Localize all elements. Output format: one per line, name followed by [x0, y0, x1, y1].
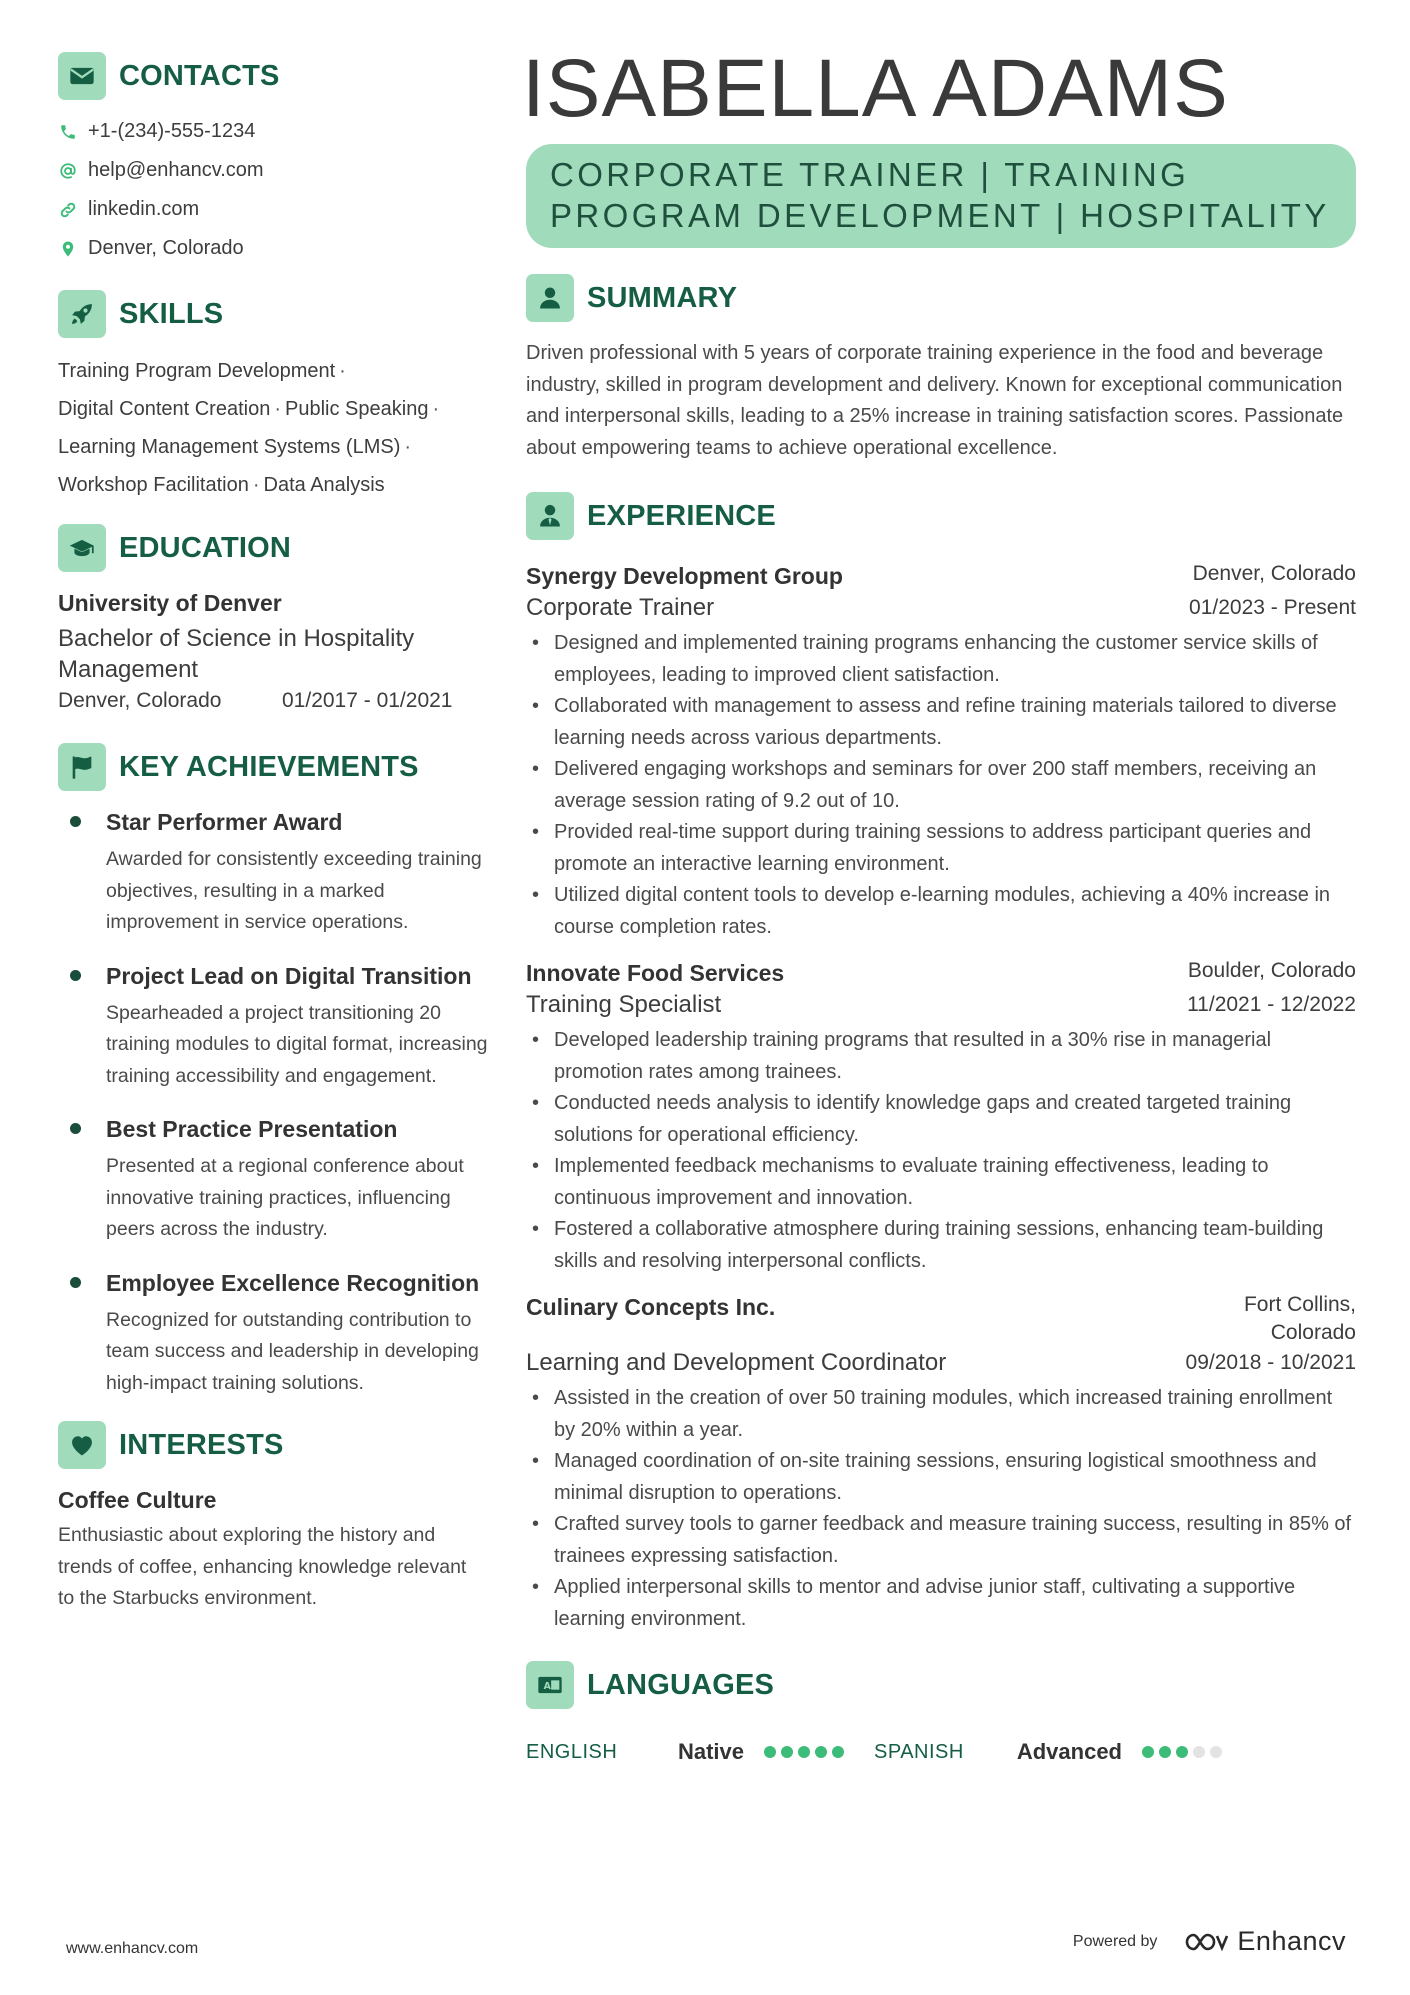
job-bullet: • Applied interpersonal skills to mentor and advise junior staff, cultivating a supportive learning environment. — [526, 1572, 1356, 1635]
location-text: Denver, Colorado — [88, 237, 244, 259]
job-dates: 09/2018 - 10/2021 — [1185, 1351, 1356, 1374]
skills-row — [58, 352, 488, 390]
achievements-list — [58, 807, 488, 1399]
experience-title: EXPERIENCE — [587, 499, 776, 532]
interests-header — [58, 1421, 488, 1469]
languages-title: LANGUAGES — [587, 1668, 775, 1701]
job-bullet: • Provided real-time support during training sessions to address participant queries and promote an interactive learning environment. — [526, 817, 1356, 880]
experience-header — [526, 492, 1356, 540]
job-bullet: • Designed and implemented training programs enhancing the customer service skills of employees, leading to improved client satisfaction. — [526, 628, 1356, 691]
summary-text: Driven professional with 5 years of corporate training experience in the food and beverage industry, skilled in program development and delivery. Known for exceptional communication and interpersonal skills, leading to a 25% increase in training satisfaction scores. Passionate about empowering teams to achieve operational excellence. — [526, 342, 1344, 459]
right-column — [522, 43, 1356, 1765]
job-bullet: • Conducted needs analysis to identify knowledge gaps and created targeted training solutions for operational efficiency. — [526, 1088, 1356, 1151]
job-bullet: • Fostered a collaborative atmosphere during training sessions, enhancing team-building skills and resolving interpersonal conflicts. — [526, 1214, 1356, 1277]
skills-list — [58, 352, 488, 504]
skill-separator: · — [252, 474, 260, 496]
flag-icon — [58, 743, 106, 791]
language-rating — [1142, 1746, 1227, 1758]
achievement-item — [58, 1114, 488, 1246]
education-header — [58, 524, 488, 572]
experience-entry — [526, 1291, 1356, 1635]
rocket-icon — [58, 290, 106, 338]
contact-email[interactable] — [58, 151, 488, 190]
headline-line: CORPORATE TRAINER | TRAINING — [550, 156, 1190, 193]
achievement-item — [58, 1268, 488, 1400]
job-company: Synergy Development Group — [526, 563, 843, 589]
rating-dot-filled — [798, 1746, 810, 1758]
skills-title: SKILLS — [119, 297, 224, 330]
education-title: EDUCATION — [119, 531, 292, 564]
summary-header — [526, 274, 1356, 322]
achievements-header — [58, 743, 488, 791]
rating-dot-filled — [764, 1746, 776, 1758]
achievement-title: Best Practice Presentation — [106, 1116, 398, 1142]
contacts-list — [58, 112, 488, 268]
skill-item: Public Speaking — [285, 398, 429, 420]
skill-item: Workshop Facilitation — [58, 474, 249, 496]
summary-title: SUMMARY — [587, 281, 738, 314]
rating-dot-empty — [1210, 1746, 1222, 1758]
interest-description: Enthusiastic about exploring the history and trends of coffee, enhancing knowledge relevant to the Starbucks environment. — [58, 1524, 467, 1609]
contacts-title: CONTACTS — [119, 59, 280, 92]
bullet-dot — [70, 1123, 81, 1134]
rating-dot-filled — [1176, 1746, 1188, 1758]
job-bullet: • Utilized digital content tools to develop e-learning modules, achieving a 40% increase in course completion rates. — [526, 880, 1356, 943]
achievement-item — [58, 807, 488, 939]
contact-phone[interactable] — [58, 112, 488, 151]
job-bullet: • Developed leadership training programs that resulted in a 30% rise in managerial promotion rates among trainees. — [526, 1025, 1356, 1088]
skills-row — [58, 390, 488, 428]
achievements-title: KEY ACHIEVEMENTS — [119, 750, 419, 783]
job-bullet: • Managed coordination of on-site training sessions, ensuring logistical smoothness and minimal disruption to operations. — [526, 1446, 1356, 1509]
job-header-row — [526, 1291, 1356, 1347]
headline-box — [526, 144, 1356, 248]
achievement-title: Employee Excellence Recognition — [106, 1269, 480, 1296]
rating-dot-empty — [1193, 1746, 1205, 1758]
footer-website[interactable]: www.enhancv.com — [66, 1940, 199, 1957]
skills-row — [58, 428, 488, 466]
skill-item: Training Program Development — [58, 360, 336, 382]
enhancv-logo-icon — [1183, 1930, 1229, 1954]
language-level: Advanced — [1016, 1739, 1122, 1764]
interests-title: INTERESTS — [119, 1428, 284, 1461]
phone-icon — [58, 122, 78, 142]
link-icon — [58, 200, 78, 220]
powered-by-text: Powered by — [1072, 1932, 1158, 1950]
skills-row — [58, 466, 488, 504]
languages-row — [526, 1739, 1356, 1765]
left-column — [58, 52, 488, 1615]
interest-title: Coffee Culture — [58, 1487, 217, 1513]
language-name: ENGLISH — [526, 1740, 618, 1763]
job-company: Culinary Concepts Inc. — [526, 1294, 776, 1320]
job-location: Denver, Colorado — [1192, 562, 1356, 585]
education-school: University of Denver — [58, 590, 282, 616]
job-bullet: • Collaborated with management to assess and refine training materials tailored to diverse learning needs across various departments. — [526, 691, 1356, 754]
rating-dot-filled — [1142, 1746, 1154, 1758]
rating-dot-filled — [781, 1746, 793, 1758]
map-pin-icon — [58, 239, 78, 259]
skill-item: Digital Content Creation — [58, 398, 271, 420]
envelope-icon — [58, 52, 106, 100]
graduation-cap-icon — [58, 524, 106, 572]
job-location: Fort Collins, Colorado — [1243, 1293, 1356, 1344]
email-text: help@enhancv.com — [88, 159, 264, 181]
candidate-name: ISABELLA ADAMS — [522, 43, 1229, 134]
brand-name: Enhancv — [1237, 1926, 1346, 1956]
experience-entry — [526, 560, 1356, 943]
job-dates: 01/2023 - Present — [1189, 596, 1356, 619]
user-tie-icon — [526, 492, 574, 540]
achievement-title: Project Lead on Digital Transition — [106, 962, 472, 989]
bullet-dot — [70, 1277, 81, 1288]
job-bullets — [526, 1383, 1356, 1635]
job-bullet: • Assisted in the creation of over 50 training modules, which increased training enrollment by 20% within a year. — [526, 1383, 1356, 1446]
language-rating — [764, 1746, 849, 1758]
job-role: Learning and Development Coordinator — [526, 1349, 947, 1376]
job-header-row — [526, 560, 1356, 592]
job-location: Boulder, Colorado — [1187, 959, 1356, 982]
languages-header — [526, 1661, 1356, 1709]
language-icon — [526, 1661, 574, 1709]
contacts-header — [58, 52, 488, 100]
job-bullet: • Implemented feedback mechanisms to evaluate training effectiveness, leading to continuous improvement and innovation. — [526, 1151, 1356, 1214]
skills-header — [58, 290, 488, 338]
job-bullets — [526, 1025, 1356, 1277]
job-bullets — [526, 628, 1356, 943]
contact-location — [58, 229, 488, 268]
achievement-description: Awarded for consistently exceeding training objectives, resulting in a marked improvement in service operations. — [106, 848, 482, 933]
language-name: SPANISH — [874, 1740, 964, 1763]
skill-separator: · — [274, 398, 282, 420]
experience-entry — [526, 957, 1356, 1277]
user-icon — [526, 274, 574, 322]
achievement-description: Spearheaded a project transitioning 20 training modules to digital format, increasing training accessibility and engagement. — [106, 1001, 488, 1087]
job-dates: 11/2021 - 12/2022 — [1187, 993, 1356, 1016]
education-degree: Bachelor of Science in Hospitality Management — [58, 625, 415, 683]
education-meta — [58, 689, 488, 713]
achievement-title: Star Performer Award — [106, 809, 343, 835]
bullet-dot — [70, 816, 81, 827]
skill-item: Data Analysis — [263, 474, 385, 496]
rating-dot-filled — [1159, 1746, 1171, 1758]
achievement-description: Recognized for outstanding contribution to team success and leadership in developing high-impact training solutions. — [106, 1308, 479, 1394]
enhancv-logo[interactable] — [1183, 1926, 1346, 1957]
education-location: Denver, Colorado — [58, 689, 222, 712]
skill-item: Learning Management Systems (LMS) — [58, 436, 401, 458]
achievement-description: Presented at a regional conference about innovative training practices, influencing peers across the industry. — [106, 1155, 464, 1240]
svg-text:A: A — [543, 1681, 551, 1693]
footer-branding — [1073, 1926, 1346, 1957]
job-bullet: • Crafted survey tools to garner feedback and measure training success, resulting in 85% of trainees expressing satisfaction. — [526, 1509, 1356, 1572]
skill-separator: · — [404, 436, 412, 458]
bullet-dot — [70, 970, 81, 981]
achievement-item — [58, 961, 488, 1093]
contact-linkedin[interactable] — [58, 190, 488, 229]
job-role: Corporate Trainer — [526, 594, 715, 621]
linkedin-text: linkedin.com — [88, 198, 200, 220]
at-icon — [58, 161, 78, 181]
phone-text: +1-(234)-555-1234 — [88, 120, 256, 142]
job-company: Innovate Food Services — [526, 960, 785, 986]
skill-separator: · — [432, 398, 440, 420]
job-bullet: • Delivered engaging workshops and seminars for over 200 staff members, receiving an average session rating of 9.2 out of 10. — [526, 754, 1356, 817]
job-header-row — [526, 957, 1356, 989]
headline-line: PROGRAM DEVELOPMENT | HOSPITALITY — [550, 197, 1330, 234]
education-dates: 01/2017 - 01/2021 — [282, 689, 453, 712]
job-role-row — [526, 592, 1356, 624]
job-role: Training Specialist — [526, 991, 722, 1018]
rating-dot-filled — [815, 1746, 827, 1758]
heart-icon — [58, 1421, 106, 1469]
language-level: Native — [677, 1739, 744, 1764]
job-role-row — [526, 1347, 1356, 1379]
rating-dot-filled — [832, 1746, 844, 1758]
job-role-row — [526, 989, 1356, 1021]
skill-separator: · — [339, 360, 346, 382]
